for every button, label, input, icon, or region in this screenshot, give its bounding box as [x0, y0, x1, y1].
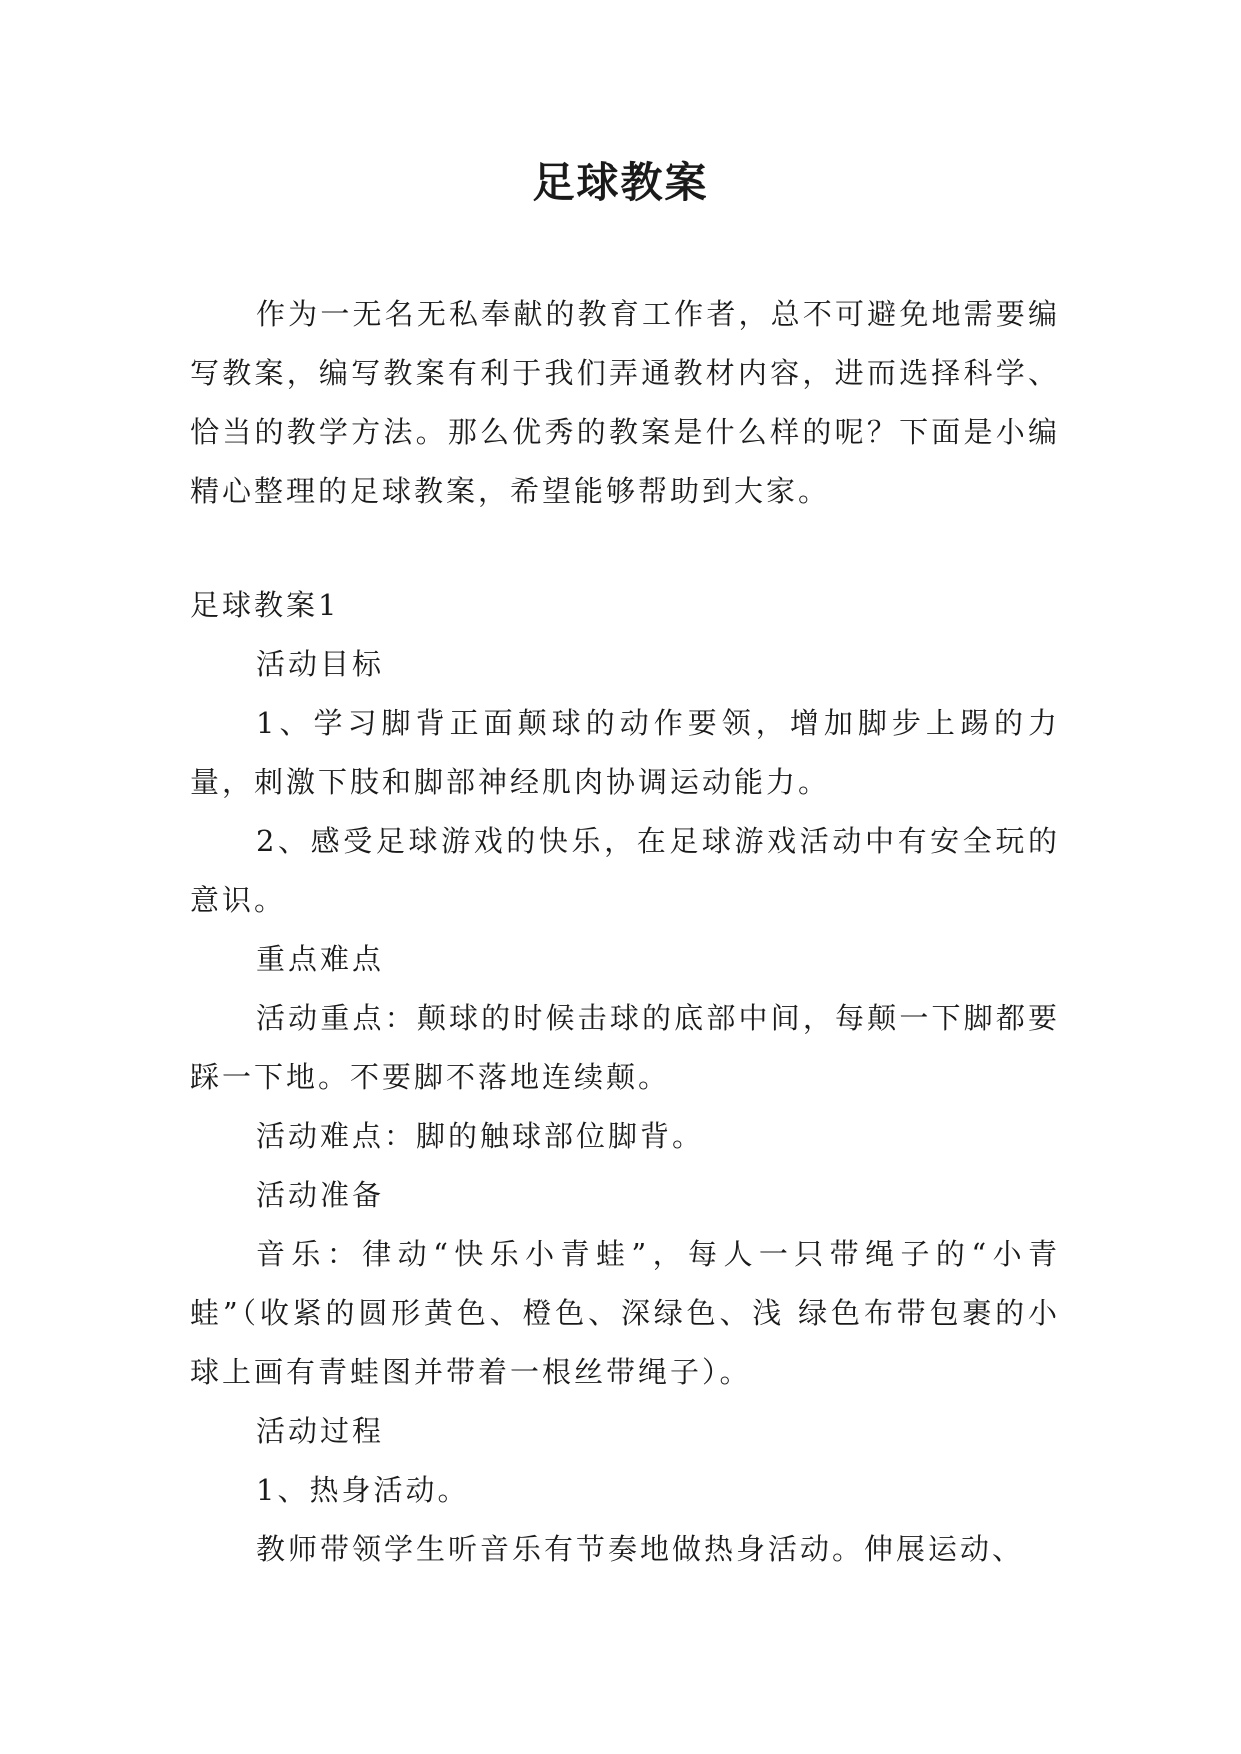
- intro-paragraph: 作为一无名无私奉献的教育工作者，总不可避免地需要编写教案，编写教案有利于我们弄通教材内容，进而选择科学、恰当的教学方法。那么优秀的教案是什么样的呢？下面是小编精心整理的足球教案，希望能够帮助到大家。: [190, 297, 1060, 508]
- goal-item-2: 2、感受足球游戏的快乐，在足球游戏活动中有安全玩的意识。: [190, 824, 1060, 917]
- subheading-process: 活动过程: [256, 1414, 385, 1448]
- document-body: [190, 285, 1060, 1579]
- goal-item-1: 1、学习脚背正面颠球的动作要领，增加脚步上踢的力量，刺激下肢和脚部神经肌肉协调运动能力。: [190, 706, 1060, 799]
- section-heading: 足球教案1: [190, 588, 340, 622]
- process-step-1: 1、热身活动。: [256, 1473, 470, 1507]
- difficulty-paragraph: 活动难点：脚的触球部位脚背。: [256, 1119, 705, 1153]
- subheading-preparation: 活动准备: [256, 1178, 385, 1212]
- subheading-goals: 活动目标: [256, 647, 385, 681]
- document-title: 足球教案: [532, 158, 709, 207]
- preparation-paragraph: 音乐：律动“快乐小青蛙”，每人一只带绳子的“小青蛙”（收紧的圆形黄色、橙色、深绿色、浅 绿色布带包裹的小球上画有青蛙图并带着一根丝带绳子）。: [190, 1237, 1060, 1389]
- key-point-paragraph: 活动重点：颠球的时候击球的底部中间，每颠一下脚都要踩一下地。不要脚不落地连续颠。: [190, 1001, 1060, 1094]
- process-paragraph: 教师带领学生听音乐有节奏地做热身活动。伸展运动、: [256, 1532, 1025, 1566]
- subheading-key-points: 重点难点: [256, 942, 385, 976]
